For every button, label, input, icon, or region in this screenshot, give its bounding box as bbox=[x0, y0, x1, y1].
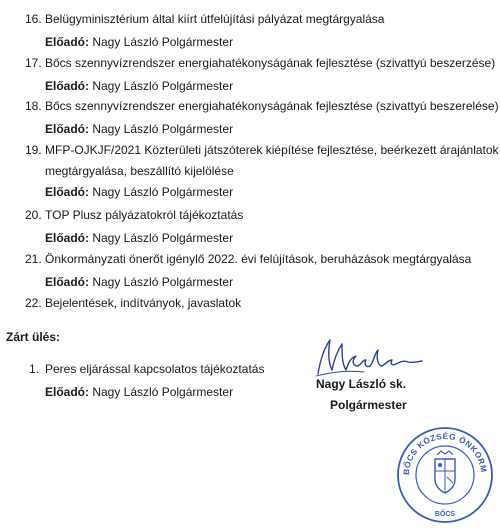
item-title: Peres eljárással kapcsolatos tájékoztatás bbox=[45, 362, 265, 376]
signatory-name: Nagy László sk. bbox=[316, 377, 407, 391]
seal-bottom-text: BŐCS bbox=[434, 511, 456, 518]
presenter-label: Előadó: bbox=[45, 275, 89, 289]
item-number: 1. bbox=[29, 362, 40, 376]
item-number: 16. bbox=[25, 12, 42, 26]
item-title: MFP-OJKJF/2021 Közterületi játszóterek kiépítése fejlesztése, beérkezett árajánlatok bbox=[45, 143, 499, 157]
municipal-seal bbox=[395, 421, 495, 530]
presenter-label: Előadó: bbox=[45, 79, 89, 93]
svg-text:BŐCS KÖZSÉG ÖNKORMÁNYZATA bbox=[395, 421, 488, 475]
signatory-title: Polgármester bbox=[330, 398, 407, 412]
presenter bbox=[45, 274, 490, 297]
presenter bbox=[45, 184, 490, 207]
presenter bbox=[45, 384, 490, 407]
item-title-continued: megtárgyalása, beszállító kijelölése bbox=[45, 164, 234, 178]
presenter bbox=[45, 34, 490, 57]
item-title: Önkormányzati önerőt igénylő 2022. évi felújítások, beruházások megtárgyalása bbox=[45, 252, 472, 266]
presenter-label: Előadó: bbox=[45, 231, 89, 245]
presenter-name: Nagy László Polgármester bbox=[89, 231, 234, 245]
presenter-name: Nagy László Polgármester bbox=[89, 185, 234, 199]
item-title: Bejelentések, indítványok, javaslatok bbox=[45, 296, 242, 310]
item-number: 20. bbox=[25, 208, 42, 222]
item-title: Belügyminisztérium által kiírt útfelújítási pályázat megtárgyalása bbox=[45, 12, 385, 26]
presenter-name: Nagy László Polgármester bbox=[89, 122, 234, 136]
presenter-name: Nagy László Polgármester bbox=[89, 35, 234, 49]
presenter-name: Nagy László Polgármester bbox=[89, 385, 234, 399]
presenter-label: Előadó: bbox=[45, 185, 89, 199]
item-title: TOP Plusz pályázatokról tájékoztatás bbox=[45, 208, 244, 222]
item-title: Bőcs szennyvízrendszer energiahatékonyságának fejlesztése (szivattyú beszerzése) bbox=[45, 56, 496, 70]
item-title: Bőcs szennyvízrendszer energiahatékonyságának fejlesztése (szivattyú beszerelése) bbox=[45, 99, 499, 113]
item-number: 22. bbox=[25, 296, 42, 310]
item-number: 17. bbox=[25, 56, 42, 70]
handwritten-signature bbox=[312, 336, 432, 383]
item-number: 21. bbox=[25, 252, 42, 266]
coat-of-arms-icon bbox=[435, 451, 455, 493]
presenter-name: Nagy László Polgármester bbox=[89, 275, 234, 289]
presenter-label: Előadó: bbox=[45, 35, 89, 49]
presenter-label: Előadó: bbox=[45, 122, 89, 136]
presenter-label: Előadó: bbox=[45, 385, 89, 399]
item-number: 19. bbox=[25, 143, 42, 157]
presenter bbox=[45, 121, 490, 144]
seal-text: BŐCS KÖZSÉG ÖNKORM bbox=[401, 431, 489, 476]
presenter-name: Nagy László Polgármester bbox=[89, 79, 234, 93]
closed-session-heading: Zárt ülés: bbox=[6, 330, 61, 344]
presenter bbox=[45, 230, 490, 253]
item-number: 18. bbox=[25, 99, 42, 113]
